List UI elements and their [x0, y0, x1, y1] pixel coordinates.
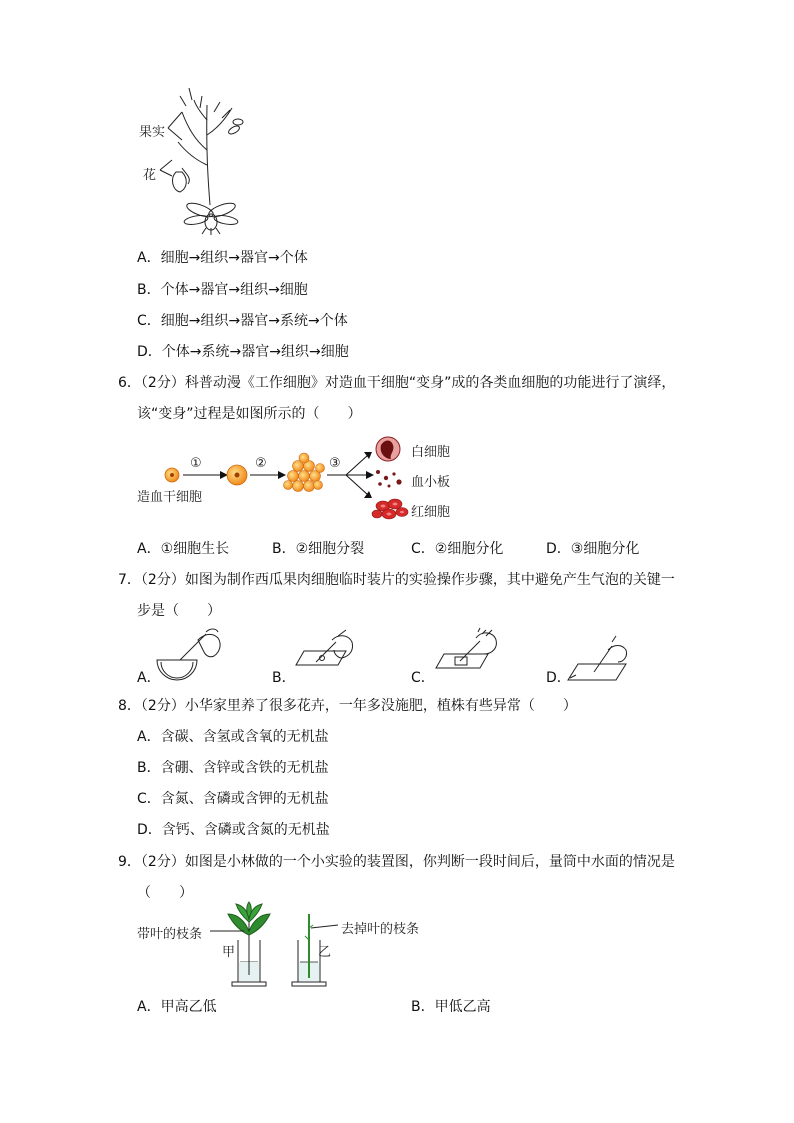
q7-option-b[interactable]: B． — [272, 670, 296, 686]
fruit-label: 果实 — [139, 125, 166, 140]
q5-option-d[interactable]: D．个体→系统→器官→组织→细胞 — [137, 344, 349, 360]
q6-option-c[interactable]: C．②细胞分化 — [411, 541, 504, 557]
q7-option-d[interactable]: D． — [546, 670, 571, 686]
q6-stem-line1: 6．（2分）科普动漫《工作细胞》对造血干细胞“变身”成的各类血细胞的功能进行了演绎， — [118, 375, 676, 391]
q9-option-a[interactable]: A．甲高乙低 — [137, 999, 217, 1015]
leafy-branch-label: 带叶的枝条 — [137, 927, 203, 942]
q9-stem-line1: 9．（2分）如图是小林做的一个小实验的装置图，你判断一段时间后，量筒中水面的情况是 — [118, 854, 675, 870]
q7-stem-line2: 步是（ ） — [137, 603, 221, 619]
q8-stem: 8．（2分）小华家里养了很多花卉，一年多没施肥，植株有些异常（ ） — [118, 698, 577, 714]
q5-option-b[interactable]: B．个体→器官→组织→细胞 — [137, 282, 308, 298]
q5-option-a[interactable]: A．细胞→组织→器官→个体 — [137, 250, 308, 266]
leafless-branch-label: 去掉叶的枝条 — [341, 922, 420, 937]
wbc-label: 白细胞 — [411, 445, 451, 460]
q6-option-d[interactable]: D．③细胞分化 — [546, 541, 640, 557]
platelet-label: 血小板 — [411, 475, 451, 490]
q9-stem-line2: （ ） — [137, 885, 193, 901]
q8-option-b[interactable]: B．含硼、含锌或含铁的无机盐 — [137, 760, 329, 776]
step-2-label: ② — [255, 456, 267, 471]
q8-option-d[interactable]: D．含钙、含磷或含氮的无机盐 — [137, 822, 330, 838]
step-3-label: ③ — [329, 456, 341, 471]
q6-option-a[interactable]: A．①细胞生长 — [137, 541, 230, 557]
q9-option-b[interactable]: B．甲低乙高 — [411, 999, 491, 1015]
q7-option-c[interactable]: C． — [411, 670, 435, 686]
rbc-label: 红细胞 — [411, 505, 451, 520]
leafy-branch-icon — [228, 902, 270, 975]
q7-stem-line1: 7．（2分）如图为制作西瓜果肉细胞临时装片的实验操作步骤，其中避免产生气泡的关键一 — [118, 572, 675, 588]
q6-option-b[interactable]: B．②细胞分裂 — [272, 541, 365, 557]
yi-label: 乙 — [318, 945, 332, 960]
q7-option-a[interactable]: A． — [137, 670, 161, 686]
q6-stem-line2: 该“变身”过程是如图所示的（ ） — [137, 406, 362, 422]
q5-option-c[interactable]: C．细胞→组织→器官→系统→个体 — [137, 313, 348, 329]
flower-label: 花 — [143, 168, 157, 183]
q8-option-c[interactable]: C．含氮、含磷或含钾的无机盐 — [137, 791, 329, 807]
q8-option-a[interactable]: A．含碳、含氢或含氧的无机盐 — [137, 729, 329, 745]
stem-cell-label: 造血干细胞 — [137, 490, 203, 505]
step-1-label: ① — [190, 456, 202, 471]
jia-label: 甲 — [222, 945, 236, 960]
